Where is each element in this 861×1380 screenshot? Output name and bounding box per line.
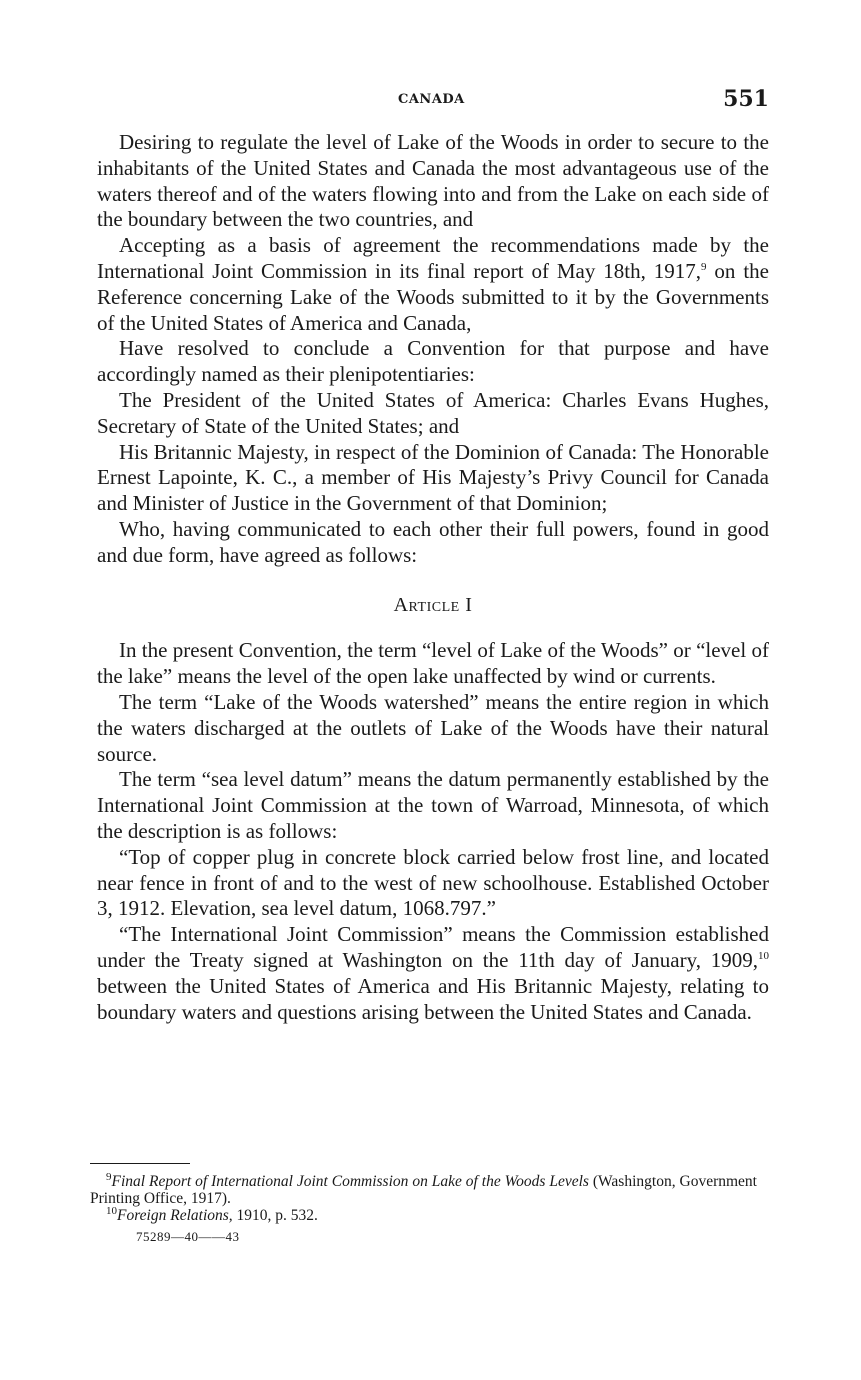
preamble-paragraph: Have resolved to conclude a Convention for that purpose and have accordingly named as their plenipotentiaries:	[97, 336, 769, 387]
preamble-paragraph: His Britannic Majesty, in respect of the Dominion of Canada: The Honorable Ernest Lapointe, K. C., a member of His Majesty’s Privy Council for Canada and Minister of Justice in the Government of that Dominion;	[97, 439, 769, 516]
page-body	[97, 130, 769, 1025]
article-paragraph: The term “sea level datum” means the datum permanently established by the International Joint Commission at the town of Warroad, Minnesota, of which the description is as follows:	[97, 767, 769, 843]
article-paragraph: The term “Lake of the Woods watershed” means the entire region in which the waters discharged at the outlets of Lake of the Woods have their natural source.	[97, 689, 769, 766]
footnote-title: Final Report of International Joint Commission on Lake of the Woods Levels	[111, 1173, 589, 1190]
footnote-text: (Washington, Government Printing Office, 1917).	[90, 1173, 757, 1207]
paragraph-text: Accepting as a basis of agreement the recommendations made by the International Joint Commission in its final report of May 18th, 1917,	[97, 233, 769, 283]
preamble-paragraph: Desiring to regulate the level of Lake of the Woods in order to secure to the inhabitants of the United States and Canada the most advantageous use of the waters thereof and of the waters flowing into and from the Lake on each side of the boundary between the two countries, and	[97, 130, 769, 232]
footnote-title: Foreign Relations,	[117, 1207, 233, 1224]
article-paragraph: “Top of copper plug in concrete block carried below frost line, and located near fence in front of and to the west of new schoolhouse. Established October 3, 1912. Elevation, sea level datum, 1068.797.”	[97, 844, 769, 921]
footnote-marker: 10	[106, 1204, 117, 1217]
print-code: 75289—40——43	[136, 1229, 240, 1244]
running-head: CANADA	[398, 92, 465, 107]
footnote-reference: 10	[758, 949, 769, 962]
footnote-divider	[90, 1163, 190, 1164]
paragraph-text: “The International Joint Commission” means the Commission established under the Treaty signed at Washington on the 11th day of January, 1909,	[97, 922, 769, 972]
preamble-paragraph: Who, having communicated to each other their full powers, found in good and due form, have agreed as follows:	[97, 516, 769, 567]
footnote-reference: 9	[701, 260, 707, 273]
footnote-text: 1910, p. 532.	[232, 1207, 318, 1224]
footnotes	[90, 1170, 757, 1224]
page-header	[0, 86, 861, 116]
article-paragraph: In the present Convention, the term “level of Lake of the Woods” or “level of the lake” means the level of the open lake unaffected by wind or currents.	[97, 638, 769, 689]
footnote	[90, 1204, 757, 1224]
article-heading: Article I	[393, 593, 473, 616]
preamble-paragraph	[97, 233, 769, 336]
footnote-marker: 9	[106, 1170, 112, 1183]
preamble-paragraph: The President of the United States of America: Charles Evans Hughes, Secretary of State of the United States; and	[97, 387, 769, 438]
paragraph-text: between the United States of America and His Britannic Majesty, relating to boundary waters and questions arising between the United States and Canada.	[97, 973, 769, 1024]
paragraph-text: on the Reference concerning Lake of the Woods submitted to it by the Governments of the United States of America and Canada,	[97, 258, 769, 335]
article-paragraph	[97, 922, 769, 1025]
page-number: 551	[723, 86, 769, 112]
footnote	[90, 1170, 757, 1207]
